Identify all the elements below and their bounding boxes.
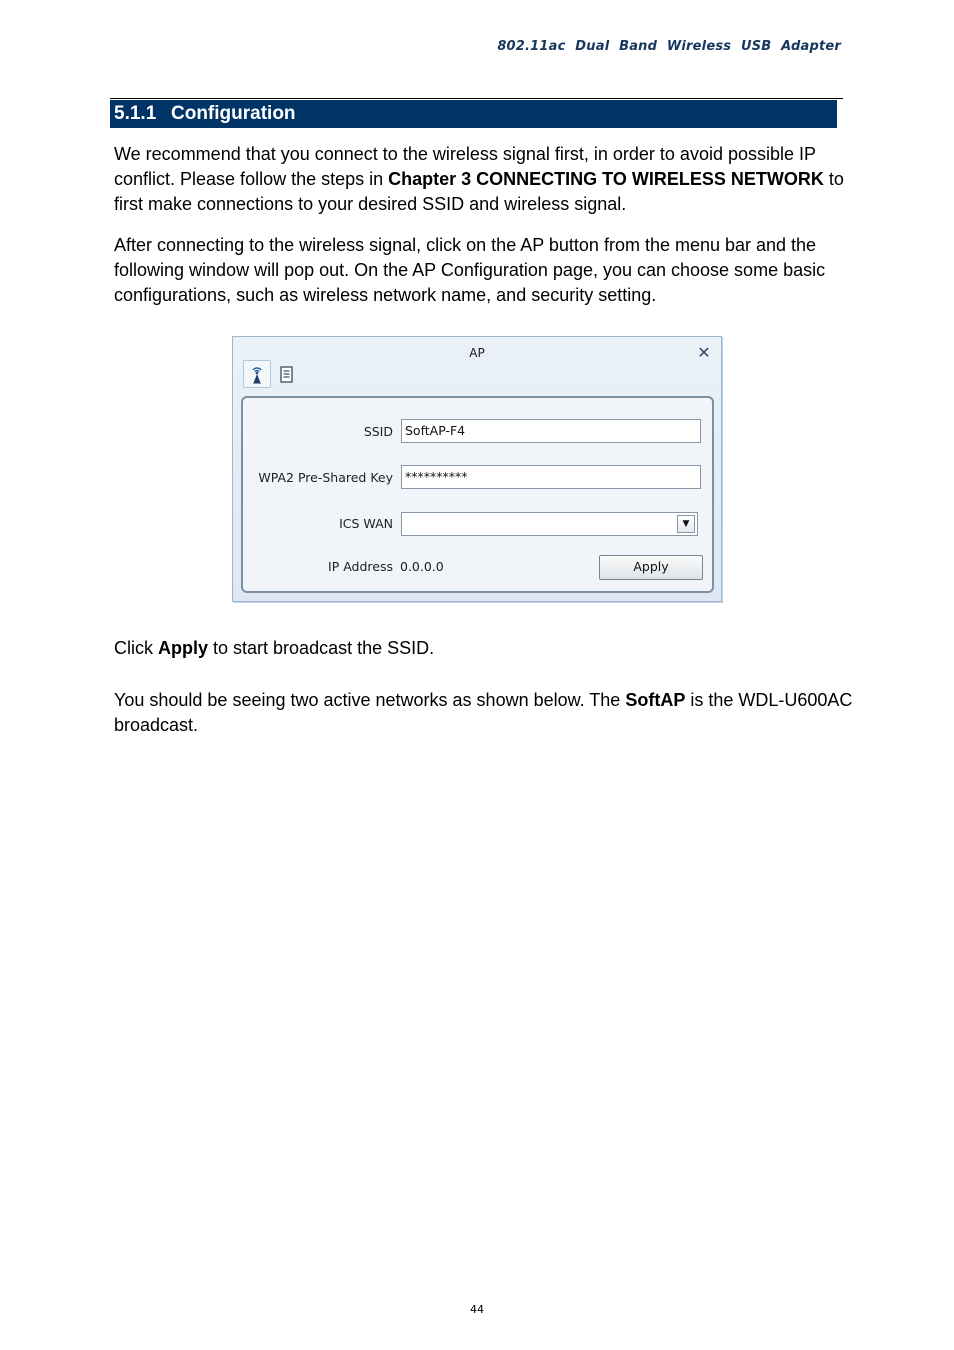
dialog-title: AP <box>469 346 485 360</box>
intro-paragraph <box>114 142 854 217</box>
dropdown-arrow-icon[interactable]: ▼ <box>677 515 695 533</box>
psk-input[interactable]: ********** <box>401 465 701 489</box>
apply-button[interactable]: Apply <box>599 555 703 580</box>
apply-text-end: to start broadcast the SSID. <box>208 638 435 658</box>
running-header: 802.11ac Dual Band Wireless USB Adapter <box>497 39 841 54</box>
networks-paragraph <box>114 688 854 738</box>
ics-wan-select[interactable] <box>401 512 698 536</box>
chapter-reference: Chapter 3 CONNECTING TO WIRELESS NETWORK <box>388 169 824 189</box>
ap-dialog <box>232 336 722 602</box>
apply-text: Click <box>114 638 158 658</box>
ip-address-value: 0.0.0.0 <box>400 559 444 574</box>
ssid-label: SSID <box>363 424 393 439</box>
psk-label: WPA2 Pre-Shared Key <box>258 470 393 485</box>
softap-emphasis: SoftAP <box>625 690 686 710</box>
tab-log[interactable] <box>278 365 296 385</box>
networks-text: You should be seeing two active networks as shown below. The <box>114 690 626 710</box>
section-heading <box>110 100 837 128</box>
document-list-icon <box>278 365 296 385</box>
apply-paragraph <box>114 636 854 661</box>
access-point-icon <box>244 361 270 387</box>
ip-address-label: IP Address <box>328 559 393 574</box>
intro-text-end: to first make connections to your desired SSID and wireless signal. <box>114 169 844 214</box>
networks-text-end: is the WDL-U600AC broadcast. <box>114 690 853 735</box>
ics-wan-label: ICS WAN <box>339 516 393 531</box>
section-number: 5.1.1 <box>114 103 157 124</box>
header-rule <box>110 98 843 99</box>
apply-emphasis: Apply <box>158 638 209 658</box>
ssid-input[interactable]: SoftAP-F4 <box>401 419 701 443</box>
intro-text: We recommend that you connect to the wireless signal first, in order to avoid possible IP conflict. Please follow the steps in <box>114 144 816 189</box>
section-title: Configuration <box>171 103 296 124</box>
page-number: 44 <box>470 1303 484 1316</box>
instructions-paragraph: After connecting to the wireless signal, click on the AP button from the menu bar and the following window will pop out. On the AP Configuration page, you can choose some basic configurations, such as wireless network name, and security setting. <box>114 235 826 305</box>
tab-ap-settings[interactable] <box>243 360 271 388</box>
close-icon[interactable]: ✕ <box>697 343 711 362</box>
